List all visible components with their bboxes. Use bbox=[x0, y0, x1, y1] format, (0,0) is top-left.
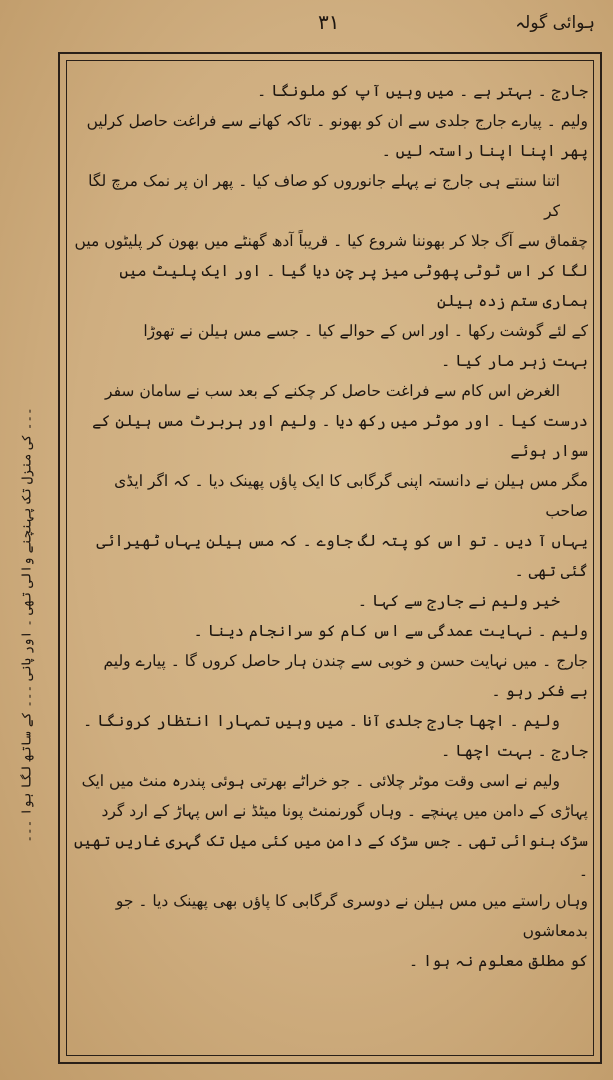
text-line: ولیم نے اسی وقت موٹر چلائی ۔ جو خراٹے بھرتی ہوئی پندرہ منٹ میں ایک bbox=[81, 772, 560, 790]
text-line: سڑک بنوائی تھی ۔ جس سڑک کے دامن میں کئی میل تک گہری غاریں تھیں ۔ bbox=[74, 832, 588, 880]
text-line: بے فکر رہو ۔ bbox=[491, 682, 588, 700]
text-line: درست کیا ۔ اور موٹر میں رکھ دیا ۔ ولیم اور ہربرٹ مس ہیلن کے سوار ہوئے bbox=[92, 412, 588, 460]
text-line: کو مطلق معلوم نہ ہوا ۔ bbox=[408, 952, 588, 970]
text-line: ولیم ۔ اچھا جارج جلدی آنا ۔ میں وہیں تمہارا انتظار کرونگا ۔ bbox=[83, 712, 560, 730]
text-line: کے لئے گوشت رکھا ۔ اور اس کے حوالے کیا ۔ جسے مس ہیلن نے تھوڑا bbox=[143, 322, 588, 340]
text-line: خیر ولیم نے جارج سے کہا ۔ bbox=[357, 592, 560, 610]
text-line: یہاں آ دیں ۔ تو اس کو پتہ لگ جاوے ۔ کہ مس ہیلن یہاں ٹھیرائی گئی تھی ۔ bbox=[96, 532, 588, 580]
text-line: جارج ۔ میں نہایت حسن و خوبی سے چندن ہار حاصل کروں گا ۔ پیارے ولیم bbox=[103, 652, 588, 670]
page-header bbox=[0, 0, 613, 52]
body-text bbox=[74, 76, 588, 1052]
text-line: پہاڑی کے دامن میں پہنچے ۔ وہاں گورنمنٹ پونا میٹڈ نے اس پہاڑ کے ارد گرد bbox=[101, 802, 588, 820]
text-line: بہت زہر مار کیا ۔ bbox=[441, 352, 588, 370]
text-line: اتنا سنتے ہی جارج نے پہلے جانوروں کو صاف کیا ۔ پھر ان پر نمک مرچ لگا کر bbox=[88, 172, 560, 220]
text-line: مگر مس ہیلن نے دانستہ اپنی گرگابی کا ایک پاؤں پھینک دیا ۔ کہ اگر ایڈی صاحب bbox=[114, 472, 588, 520]
text-line: الغرض اس کام سے فراغت حاصل کر چکنے کے بعد سب نے سامان سفر bbox=[105, 382, 560, 400]
text-line: پھر اپنا اپنا راستہ لیں ۔ bbox=[381, 142, 588, 160]
text-line: جارج ۔ بہت اچھا ۔ bbox=[441, 742, 588, 760]
text-line: ولیم ۔ پیارے جارج جلدی سے ان کو بھونو ۔ تاکہ کھانے سے فراغت حاصل کرلیں bbox=[86, 112, 588, 130]
text-line: جارج ۔ بہتر ہے ۔ میں وہیں آپ کو ملونگا ۔ bbox=[257, 82, 588, 100]
text-line: لگا کر اس ٹوٹی پھوٹی میز پر چن دیا گیا ۔ اور ایک پلیٹ میں ہماری ستم زدہ ہیلن bbox=[119, 262, 588, 310]
text-frame-outer bbox=[58, 52, 602, 1064]
running-title: ہوائی گولہ bbox=[515, 13, 595, 33]
text-line: ولیم ۔ نہایت عمدگی سے اس کام کو سرانجام دینا ۔ bbox=[193, 622, 588, 640]
margin-note-text: ۔۔۔ کی منزل تک پہنچنے والی تھی ۔ اور پانی ۔۔۔ کے ساتھ لگا ہوا ۔۔۔ bbox=[19, 407, 35, 843]
margin-note bbox=[4, 230, 50, 1020]
text-line: چقماق سے آگ جلا کر بھوننا شروع کیا ۔ قریباً آدھ گھنٹے میں بھون کر پلیٹوں میں bbox=[74, 232, 588, 250]
page-number: ۳۱ bbox=[318, 10, 340, 34]
text-line: وہاں راستے میں مس ہیلن نے دوسری گرگابی کا پاؤں بھی پھینک دیا ۔ جو بدمعاشوں bbox=[115, 892, 588, 940]
